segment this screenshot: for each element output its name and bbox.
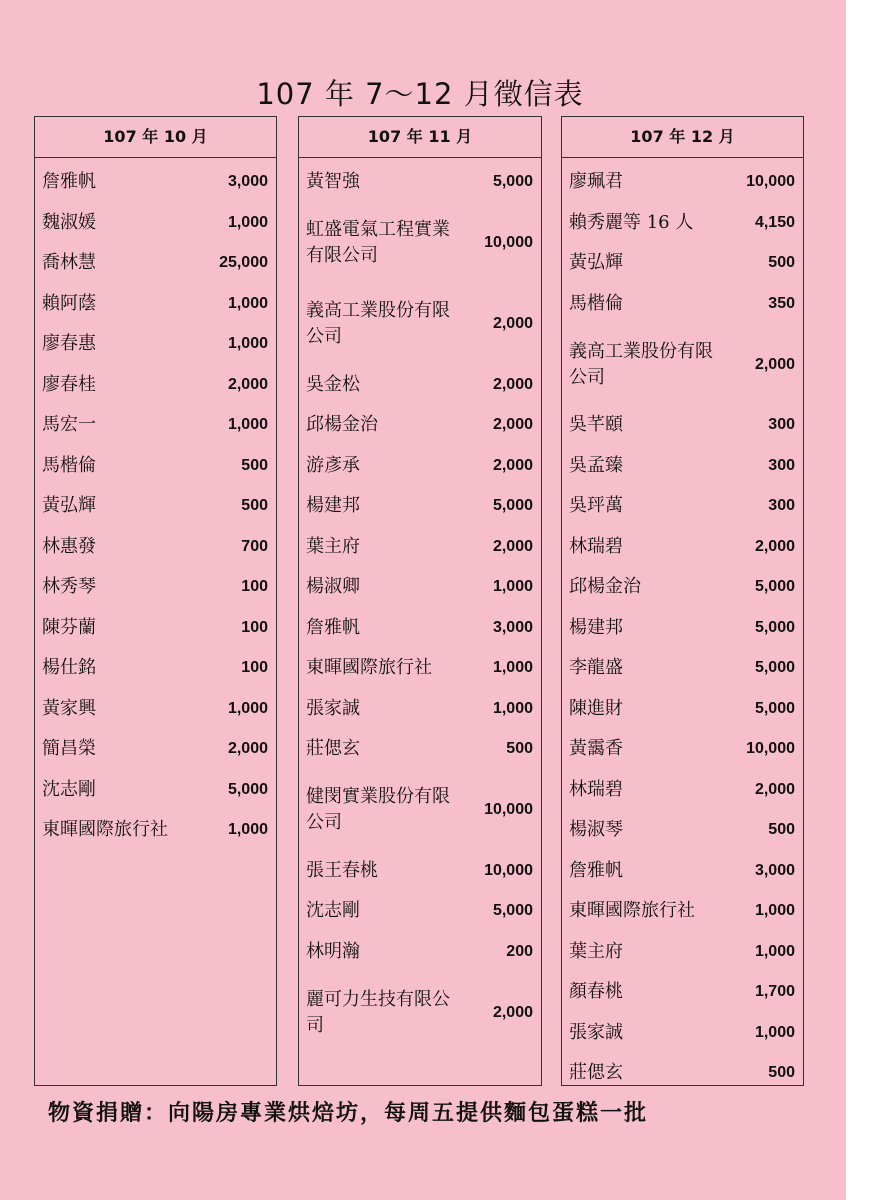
donation-row [35,770,276,811]
donation-amount: 500 [241,497,268,515]
donation-row [562,567,803,608]
donor-name: 東暉國際旅行社 [306,657,432,679]
donation-amount: 5,000 [754,578,795,596]
donation-row [562,243,803,284]
donation-row [562,608,803,649]
donation-amount: 10,000 [484,801,533,818]
donation-amount: 5,000 [492,902,533,920]
donor-name: 廖珮君 [569,171,623,193]
donation-row [562,972,803,1013]
donation-amount: 1,000 [227,294,268,312]
donor-name: 吳金松 [306,373,360,395]
donation-row [299,527,541,568]
donation-amount: 2,000 [754,537,795,555]
donation-amount: 5,000 [492,173,533,191]
donor-name: 廖春惠 [42,333,96,355]
donation-amount: 1,000 [227,335,268,353]
donation-amount: 2,000 [492,456,533,474]
donation-amount: 200 [506,942,533,960]
donation-row [299,446,541,487]
donation-amount: 300 [768,456,795,474]
donor-name: 東暉國際旅行社 [569,900,695,922]
donor-name: 邱楊金治 [306,414,378,436]
donation-list [562,158,803,1094]
donation-row [562,203,803,244]
donation-row [35,648,276,689]
donation-row [562,486,803,527]
donation-amount: 10,000 [746,173,795,191]
donor-name: 魏淑媛 [42,211,96,233]
donation-amount: 4,150 [754,213,795,231]
donation-amount: 500 [241,456,268,474]
donor-name: 楊建邦 [569,616,623,638]
donation-row [299,405,541,446]
donor-name: 楊淑琴 [569,819,623,841]
donation-row [562,162,803,203]
donation-amount: 2,000 [227,740,268,758]
donor-name: 黃靄香 [569,738,623,760]
donation-amount: 1,000 [227,416,268,434]
in-kind-donation-note: 物資捐贈：向陽房專業烘焙坊，每周五提供麵包蛋糕一批 [48,1100,649,1126]
column-header: 107 年 11 月 [299,117,541,158]
donation-row [35,365,276,406]
donation-row [562,405,803,446]
donation-row [299,972,541,1053]
donor-name: 沈志剛 [306,900,360,922]
donation-amount: 500 [768,254,795,272]
donation-amount: 1,000 [492,578,533,596]
donation-amount: 1,000 [492,699,533,717]
donation-row [35,284,276,325]
donation-row [299,851,541,892]
donation-amount: 5,000 [754,699,795,717]
donor-name: 游彥承 [306,454,360,476]
donation-amount: 2,000 [492,1003,533,1021]
donor-name: 林惠發 [42,535,96,557]
donation-amount: 2,000 [492,315,533,332]
donation-amount: 2,000 [492,416,533,434]
donor-name: 簡昌榮 [42,738,96,760]
donor-name: 喬林慧 [42,252,96,274]
donation-row [299,770,541,851]
paper-edge [846,0,872,1200]
donor-name: 吳孟臻 [569,454,623,476]
donor-name: 廖春桂 [42,373,96,395]
donation-row [562,527,803,568]
donation-amount: 1,000 [492,659,533,677]
donor-name: 林明瀚 [306,940,360,962]
donation-amount: 500 [506,740,533,758]
donation-amount: 2,000 [754,780,795,798]
donation-row [299,567,541,608]
donation-row [35,567,276,608]
donation-amount: 2,000 [227,375,268,393]
donation-amount: 1,000 [227,699,268,717]
donation-row [299,284,541,365]
donor-name: 馬宏一 [42,414,96,436]
donor-name: 陳進財 [569,697,623,719]
donor-name: 林瑞碧 [569,535,623,557]
donor-name: 黃弘輝 [569,252,623,274]
donation-row [35,324,276,365]
donor-name: 詹雅帆 [306,616,360,638]
donor-name: 林秀琴 [42,576,96,598]
column-december [561,116,804,1086]
donation-amount: 500 [768,1064,795,1082]
donation-amount: 1,000 [754,1023,795,1041]
donation-row [299,729,541,770]
donation-row [299,162,541,203]
column-header: 107 年 10 月 [35,117,276,158]
donation-list [35,158,276,851]
donation-amount: 5,000 [492,497,533,515]
donation-row [35,243,276,284]
donor-name: 馬楷倫 [42,454,96,476]
column-november [298,116,542,1086]
donation-row [562,851,803,892]
donation-row [299,486,541,527]
page-title: 107 年 7～12 月徵信表 [256,77,584,111]
donation-row [562,932,803,973]
donor-name: 楊仕銘 [42,657,96,679]
donation-amount: 700 [241,537,268,555]
donor-name: 張家誠 [569,1021,623,1043]
donation-row [35,486,276,527]
donation-amount: 25,000 [219,254,268,272]
donation-row [562,1053,803,1094]
donor-name: 張王春桃 [306,859,378,881]
column-header: 107 年 12 月 [562,117,803,158]
donation-amount: 2,000 [492,375,533,393]
donation-amount: 5,000 [754,618,795,636]
donor-name: 張家誠 [306,697,360,719]
donation-amount: 1,000 [754,902,795,920]
donor-name: 詹雅帆 [569,859,623,881]
donor-name: 顏春桃 [569,981,623,1003]
donation-amount: 3,000 [492,618,533,636]
donor-name: 黃弘輝 [42,495,96,517]
donation-amount: 3,000 [227,173,268,191]
donor-name: 楊淑卿 [306,576,360,598]
donation-amount: 5,000 [754,659,795,677]
donation-row [562,446,803,487]
donation-amount: 1,000 [754,942,795,960]
donor-name: 詹雅帆 [42,171,96,193]
donation-row [35,203,276,244]
donor-name: 莊偲玄 [569,1062,623,1084]
donation-row [562,324,803,405]
donor-name: 葉主府 [569,940,623,962]
donation-row [35,405,276,446]
donation-list [299,158,541,1053]
donation-row [562,770,803,811]
donor-name: 健閔實業股份有限公司 [306,786,450,833]
donor-name: 東暉國際旅行社 [42,819,168,841]
donor-name: 李龍盛 [569,657,623,679]
donor-name: 吳玶萬 [569,495,623,517]
donation-amount: 2,000 [754,355,795,373]
donation-row [562,648,803,689]
donation-amount: 10,000 [484,234,533,251]
donation-row [562,689,803,730]
donation-amount: 10,000 [746,740,795,758]
donor-name: 馬楷倫 [569,292,623,314]
donor-name: 賴阿蔭 [42,292,96,314]
donor-name: 賴秀麗等 16 人 [569,211,694,233]
donor-name: 莊偲玄 [306,738,360,760]
donation-row [562,891,803,932]
donation-row [562,284,803,325]
donation-row [299,365,541,406]
donation-row [299,648,541,689]
donation-row [35,446,276,487]
donation-row [35,527,276,568]
donor-name: 黃智強 [306,171,360,193]
donor-name: 陳芬蘭 [42,616,96,638]
donor-name: 黃家興 [42,697,96,719]
donation-amount: 300 [768,416,795,434]
donor-name: 楊建邦 [306,495,360,517]
donor-name: 邱楊金治 [569,576,641,598]
donation-row [562,810,803,851]
column-october [34,116,277,1086]
donor-name: 吳芊頤 [569,414,623,436]
donation-row [35,689,276,730]
donation-row [35,608,276,649]
donation-row [299,203,541,284]
donation-amount: 1,700 [754,983,795,1001]
donation-amount: 300 [768,497,795,515]
donor-name: 義高工業股份有限公司 [569,340,713,388]
donor-name: 麗可力生技有限公司 [306,988,450,1036]
donation-amount: 2,000 [492,537,533,555]
donation-amount: 5,000 [227,780,268,798]
donor-name: 葉主府 [306,535,360,557]
donation-amount: 1,000 [227,213,268,231]
donation-amount: 500 [768,821,795,839]
donor-name: 虹盛電氣工程實業有限公司 [306,219,450,266]
donation-amount: 100 [241,578,268,596]
donor-name: 林瑞碧 [569,778,623,800]
donor-name: 義高工業股份有限公司 [306,300,450,347]
donation-amount: 1,000 [227,821,268,839]
donation-row [562,1013,803,1054]
donation-amount: 100 [241,659,268,677]
donation-row [562,729,803,770]
donation-row [299,932,541,973]
donation-amount: 100 [241,618,268,636]
donation-amount: 350 [768,294,795,312]
donation-amount: 3,000 [754,861,795,879]
donation-row [35,810,276,851]
donation-row [299,689,541,730]
donation-row [35,729,276,770]
donation-amount: 10,000 [484,861,533,879]
donation-row [35,162,276,203]
donation-row [299,891,541,932]
donor-name: 沈志剛 [42,778,96,800]
donation-row [299,608,541,649]
